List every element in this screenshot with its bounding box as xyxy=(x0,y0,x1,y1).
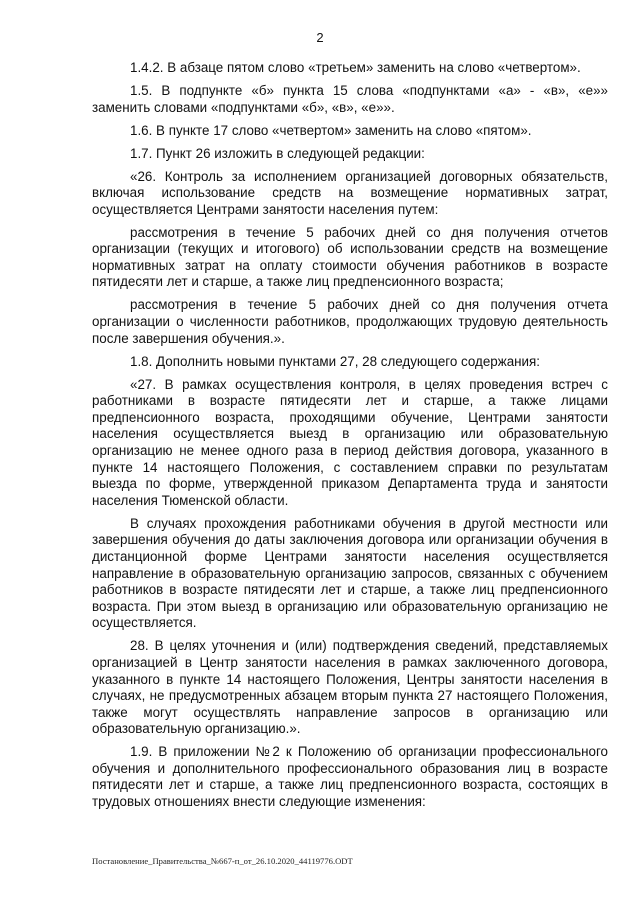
paragraph-1-4-2: 1.4.2. В абзаце пятом слово «третьем» заменить на слово «четвертом». xyxy=(130,60,581,75)
paragraph-1-6: 1.6. В пункте 17 слово «четвертом» заменить на слово «пятом». xyxy=(130,122,532,138)
paragraph-27-second: В случаях прохождения работниками обучения в другой местности или завершения обучения до даты заключения договора или организации обучения в дистанционной форме Центрами занятости населения осуществляется направление в образовательную организацию запросов, связанных с обучением работников в возрасте пятидесяти лет и старше, а также лиц предпенсионного возраста. При этом выезд в организацию или образовательную организацию не осуществляется. xyxy=(92,515,608,631)
paragraph-28: 28. В целях уточнения и (или) подтверждения сведений, представляемых организацией в Центр занятости населения в рамках заключенного договора, указанного в пункте 14 настоящего Положения, Центры занятости населения в случаях, не предусмотренных абзацем вторым пункта 27 настоящего Положения, также могут осуществлять направление запросов в организацию или образовательную организацию.». xyxy=(92,638,608,737)
paragraph-1-7: 1.7. Пункт 26 изложить в следующей редакции: xyxy=(130,145,425,161)
page-number: 2 xyxy=(316,30,324,45)
document-body xyxy=(92,60,608,817)
file-name-footer: Постановление_Правительства_№667-п_от_26.10.2020_44119776.ODT xyxy=(92,856,353,866)
paragraph-27: «27. В рамках осуществления контроля, в целях проведения встреч с работниками в возрасте пятидесяти лет и старше, а также лицами предпенсионного возраста, проходящими обучение, Центрами занятости населения осуществляется выезд в организацию или образовательную организацию не менее одного раза в период действия договора, указанного в пункте 14 настоящего Положения, с составлением справки по результатам выезда по форме, утвержденной приказом Департамента труда и занятости населения Тюменской области. xyxy=(92,376,608,508)
paragraph-26-item-1: рассмотрения в течение 5 рабочих дней со дня получения отчетов организации (текущих и итогового) об использовании средств на возмещение нормативных затрат на оплату стоимости обучения работников в возрасте пятидесяти лет и старше, а также лиц предпенсионного возраста; xyxy=(92,224,608,290)
paragraph-26: «26. Контроль за исполнением организацией договорных обязательств, включая использование средств на возмещение нормативных затрат, осуществляется Центрами занятости населения путем: xyxy=(92,168,608,217)
paragraph-1-5: 1.5. В подпункте «б» пункта 15 слова «подпунктами «а» - «в», «е»» заменить словами «подпунктами «б», «в», «е»». xyxy=(92,82,608,115)
paragraph-1-9: 1.9. В приложении №2 к Положению об организации профессионального обучения и дополнительного профессионального образования лиц в возрасте пятидесяти лет и старше, а также лиц предпенсионного возраста, состоящих в трудовых отношениях внести следующие изменения: xyxy=(92,744,608,810)
paragraph-1-8: 1.8. Дополнить новыми пунктами 27, 28 следующего содержания: xyxy=(130,353,541,369)
paragraph-26-item-2: рассмотрения в течение 5 рабочих дней со дня получения отчета организации о численности работников, продолжающих трудовую деятельность после завершения обучения.». xyxy=(92,297,608,346)
